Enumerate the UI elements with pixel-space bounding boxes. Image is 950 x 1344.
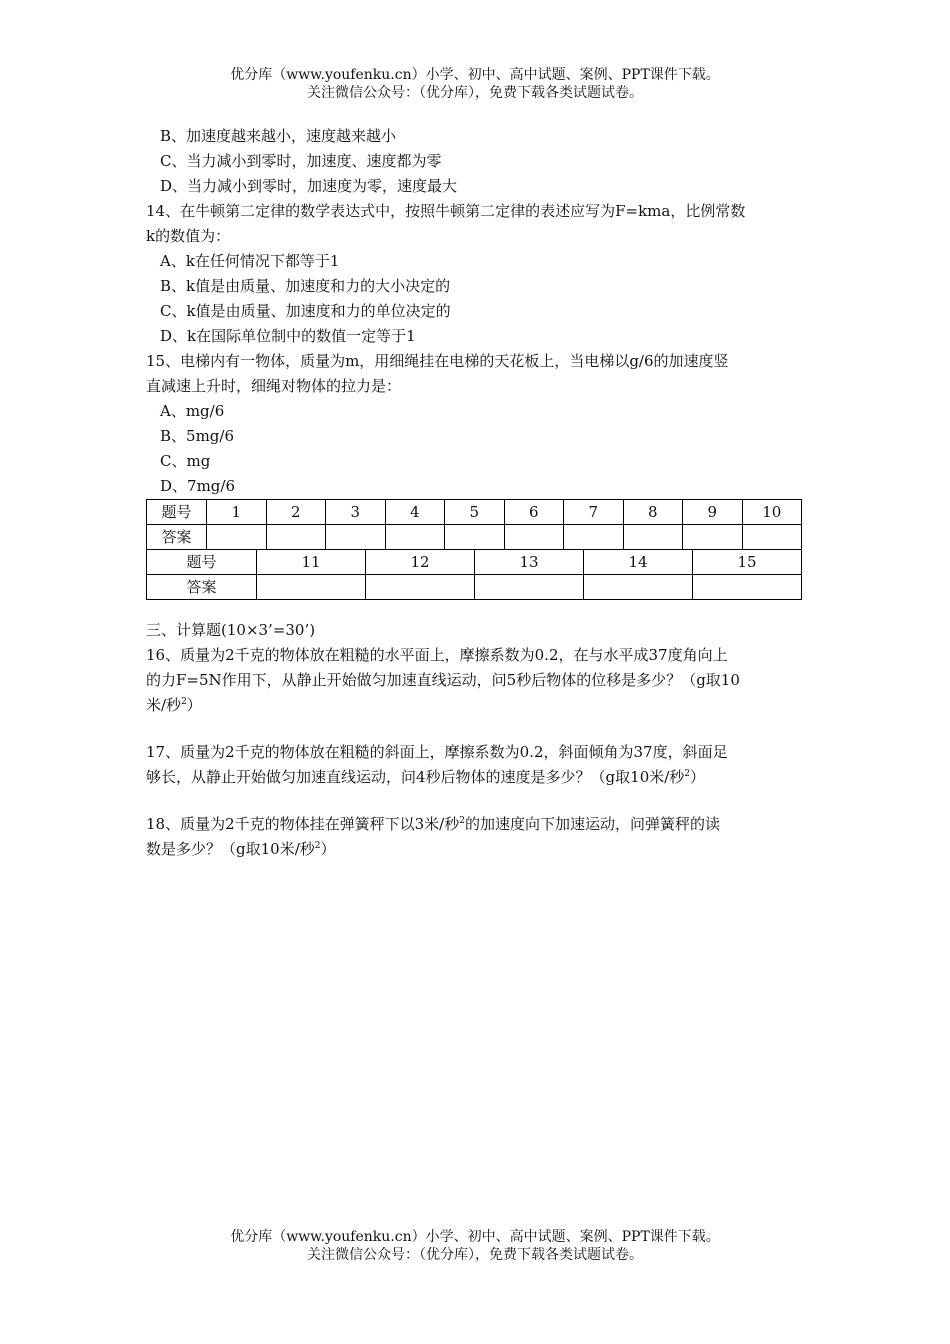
- q14-option-d: D、k在国际单位制中的数值一定等于1: [160, 327, 416, 345]
- answer-cell[interactable]: [266, 525, 326, 550]
- q16-line-3-text: 米/秒: [146, 696, 182, 714]
- question-number-cell: 7: [564, 500, 624, 525]
- header-line-1: 优分库（www.youfenku.cn）小学、初中、高中试题、案例、PPT课件下载。: [230, 67, 720, 83]
- answer-cell[interactable]: [504, 525, 564, 550]
- answer-table-2-answer-row: [147, 575, 802, 600]
- spacer: [146, 718, 806, 740]
- answer-cell[interactable]: [207, 525, 267, 550]
- q13-option-c: C、当力减小到零时，加速度、速度都为零: [160, 152, 442, 170]
- q18-line-2-end: ）: [320, 840, 336, 858]
- q18-line-2: [146, 837, 806, 862]
- answer-table-1: [146, 499, 802, 550]
- q16-line-2: 的力F=5N作用下，从静止开始做匀加速直线运动，问5秒后物体的位移是多少？（g取10: [146, 671, 740, 689]
- question-17: [146, 740, 806, 790]
- footer-line-1: 优分库（www.youfenku.cn）小学、初中、高中试题、案例、PPT课件下载。: [230, 1229, 720, 1245]
- q18-line-2-text: 数是多少？（g取10米/秒: [146, 840, 315, 858]
- q17-line-2-text: 够长，从静止开始做匀加速直线运动，问4秒后物体的速度是多少？（g取10米/秒: [146, 768, 685, 786]
- answer-cell[interactable]: [742, 525, 802, 550]
- q17-line-2-end: ）: [690, 768, 706, 786]
- q18-line-1-text: 18、质量为2千克的物体挂在弹簧秤下以3米/秒: [146, 815, 460, 833]
- question-number-cell: 15: [693, 550, 802, 575]
- answer-table-2-number-row: [147, 550, 802, 575]
- row-label-number: 题号: [147, 500, 207, 525]
- answer-cell[interactable]: [385, 525, 445, 550]
- answer-cell[interactable]: [445, 525, 505, 550]
- row-label-answer: 答案: [147, 525, 207, 550]
- answer-cell[interactable]: [693, 575, 802, 600]
- question-number-cell: 2: [266, 500, 326, 525]
- q13-option-d: D、当力减小到零时，加速度为零，速度最大: [160, 177, 458, 195]
- q15-stem-line-1: 15、电梯内有一物体，质量为m，用细绳挂在电梯的天花板上，当电梯以g/6的加速度竖: [146, 352, 729, 370]
- q14-stem-line-1: 14、在牛顿第二定律的数学表达式中，按照牛顿第二定律的表述应写为F=kma，比例常数: [146, 202, 746, 220]
- page-header: [0, 66, 950, 102]
- footer-line-2: 关注微信公众号：（优分库），免费下载各类试题试卷。: [307, 1247, 643, 1263]
- spacer: [146, 790, 806, 812]
- question-number-cell: 4: [385, 500, 445, 525]
- q15-option-d: D、7mg/6: [160, 477, 235, 495]
- q16-line-1: 16、质量为2千克的物体放在粗糙的水平面上，摩擦系数为0.2，在与水平成37度角向上: [146, 646, 728, 664]
- answer-cell[interactable]: [257, 575, 366, 600]
- question-number-cell: 5: [445, 500, 505, 525]
- section-3-title: 三、计算题(10×3’=30’): [146, 621, 316, 639]
- question-number-cell: 12: [366, 550, 475, 575]
- question-16: [146, 643, 806, 718]
- question-18: [146, 812, 806, 862]
- q14-option-a: A、k在任何情况下都等于1: [160, 252, 340, 270]
- question-number-cell: 9: [683, 500, 743, 525]
- question-number-cell: 11: [257, 550, 366, 575]
- answer-table-2: [146, 549, 802, 600]
- superscript: 2: [459, 816, 465, 826]
- q18-line-1: [146, 812, 806, 837]
- question-number-cell: 1: [207, 500, 267, 525]
- question-number-cell: 13: [475, 550, 584, 575]
- q16-line-3-end: ）: [186, 696, 202, 714]
- answer-cell[interactable]: [326, 525, 386, 550]
- q13-option-b: B、加速度越来越小，速度越来越小: [160, 127, 397, 145]
- question-number-cell: 10: [742, 500, 802, 525]
- answer-table-1-answer-row: [147, 525, 802, 550]
- answer-table-1-number-row: [147, 500, 802, 525]
- answer-cell[interactable]: [475, 575, 584, 600]
- q14-option-b: B、k值是由质量、加速度和力的大小决定的: [160, 277, 451, 295]
- answer-cell[interactable]: [564, 525, 624, 550]
- row-label-number: 题号: [147, 550, 257, 575]
- question-number-cell: 8: [623, 500, 683, 525]
- q14-option-c: C、k值是由质量、加速度和力的单位决定的: [160, 302, 451, 320]
- page-footer: [0, 1228, 950, 1264]
- superscript: 2: [314, 841, 321, 851]
- answer-cell[interactable]: [584, 575, 693, 600]
- answer-cell[interactable]: [623, 525, 683, 550]
- question-number-cell: 14: [584, 550, 693, 575]
- header-line-2: 关注微信公众号：（优分库），免费下载各类试题试卷。: [307, 85, 643, 101]
- q17-line-2: [146, 765, 806, 790]
- question-13-options: [146, 124, 806, 199]
- question-15: [146, 349, 806, 499]
- q15-option-b: B、5mg/6: [160, 427, 234, 445]
- answer-cell[interactable]: [683, 525, 743, 550]
- question-number-cell: 6: [504, 500, 564, 525]
- q16-line-3: [146, 693, 806, 718]
- q15-option-a: A、mg/6: [160, 402, 225, 420]
- row-label-answer: 答案: [147, 575, 257, 600]
- question-number-cell: 3: [326, 500, 386, 525]
- q17-line-1: 17、质量为2千克的物体放在粗糙的斜面上，摩擦系数为0.2，斜面倾角为37度，斜面足: [146, 743, 728, 761]
- exam-content: [146, 124, 806, 862]
- spacer: [146, 600, 806, 618]
- q15-option-c: C、mg: [160, 452, 211, 470]
- answer-cell[interactable]: [366, 575, 475, 600]
- superscript: 2: [684, 769, 691, 779]
- q18-line-1-end: 的加速度向下加速运动，问弹簧秤的读: [464, 815, 720, 833]
- superscript: 2: [181, 697, 187, 707]
- question-14: [146, 199, 806, 349]
- q14-stem-line-2: k的数值为：: [146, 227, 231, 245]
- q15-stem-line-2: 直减速上升时，细绳对物体的拉力是：: [146, 377, 402, 395]
